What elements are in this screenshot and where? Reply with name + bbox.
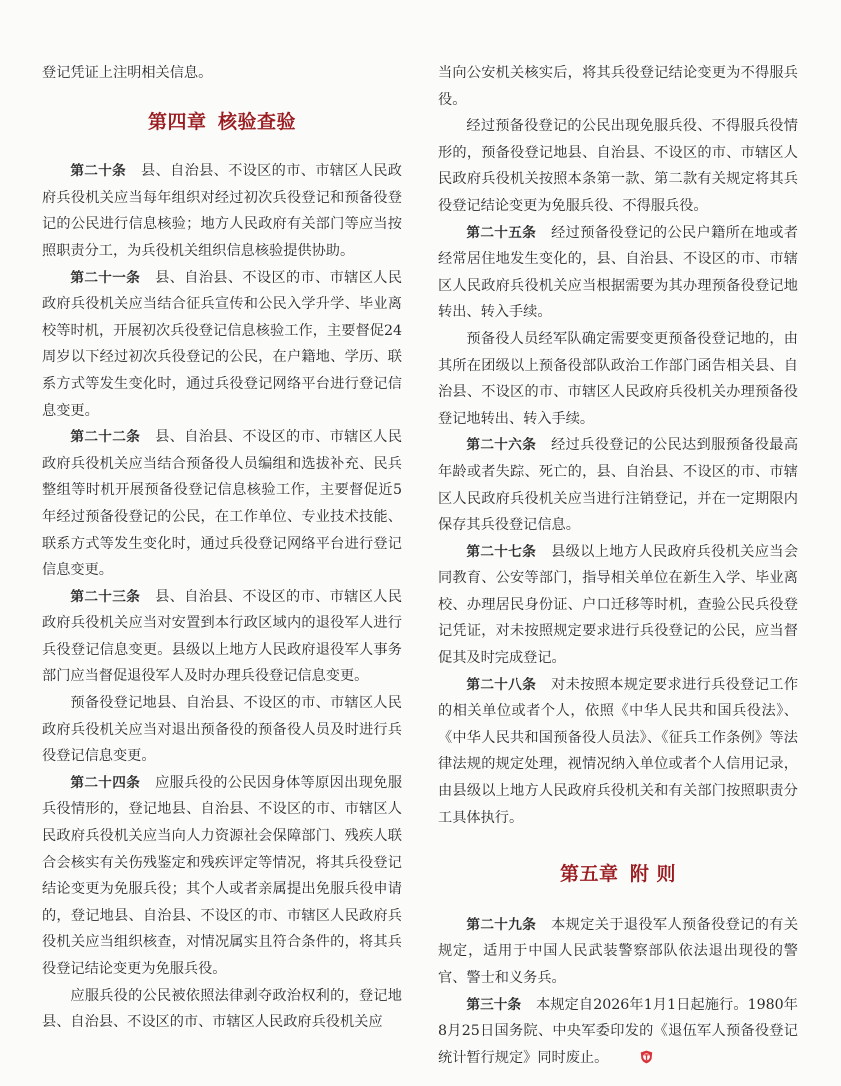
chapter-number: 第四章 <box>148 110 207 133</box>
paragraph-text: 应服兵役的公民被依照法律剥夺政治权利的，登记地县、自治县、不设区的市、市辖区人民政府兵役机关应 <box>42 987 402 1031</box>
article-text: 县、自治县、不设区的市、市辖区人民政府兵役机关应当每年组织对经过初次兵役登记和预备役登记的公民进行信息核验；地方人民政府有关部门等应当按照职责分工，为兵役机关组织信息核验提供协助。 <box>42 163 402 259</box>
article-paragraph <box>42 158 402 264</box>
article-label: 第二十五条 <box>466 224 537 241</box>
chapter-4-heading <box>42 109 402 136</box>
paragraph <box>42 690 402 770</box>
article-text: 县级以上地方人民政府兵役机关应当会同教育、公安等部门，指导相关单位在新生入学、毕业离校、办理居民身份证、户口迁移等时机，查验公民兵役登记凭证，对未按照规定要求进行兵役登记的公民，应当督促其及时完成登记。 <box>438 543 799 667</box>
article-text: 县、自治县、不设区的市、市辖区人民政府兵役机关应当结合征兵宣传和公民入学升学、毕业离校等时机，开展初次兵役登记信息核验工作，主要督促24周岁以下经过初次兵役登记的公民，在户籍地、学历、联系方式等发生变化时，通过兵役登记网络平台进行登记信息变更。 <box>42 269 403 419</box>
article-label: 第二十六条 <box>466 437 537 454</box>
paragraph <box>438 326 798 432</box>
article-text: 应服兵役的公民因身体等原因出现免服兵役情形的，登记地县、自治县、不设区的市、市辖区人民政府兵役机关应当向人力资源社会保障部门、残疾人联合会核实有关伤残鉴定和残疾评定等情况，将其兵役登记结论变更为免服兵役；其个人或者亲属提出免服兵役申请的，登记地县、自治县、不设区的市、市辖区人民政府兵役机关应当组织核查，对情况属实且符合条件的，将其兵役登记结论变更为免服兵役。 <box>42 774 403 977</box>
article-paragraph <box>42 424 402 584</box>
continuation-text: 登记凭证上注明相关信息。 <box>42 65 213 81</box>
article-paragraph <box>438 672 798 832</box>
article-text: 县、自治县、不设区的市、市辖区人民政府兵役机关应当结合预备役人员编组和选拔补充、民兵整组等时机开展预备役登记信息核验工作，主要督促近5年经过预备役登记的公民，在工作单位、专业技术技能、联系方式等发生变化时，通过兵役登记网络平台进行登记信息变更。 <box>42 429 403 579</box>
paragraph-text: 预备役人员经军队确定需要变更预备役登记地的，由其所在团级以上预备役部队政治工作部门函告相关县、自治县、不设区的市、市辖区人民政府兵役机关办理预备役登记地转出、转入手续。 <box>438 330 798 427</box>
article-paragraph <box>438 432 798 538</box>
left-column <box>42 60 402 1036</box>
paragraph-text: 预备役登记地县、自治县、不设区的市、市辖区人民政府兵役机关应当对退出预备役的预备役人员及时进行兵役登记信息变更。 <box>42 695 402 765</box>
article-label: 第二十九条 <box>466 916 537 933</box>
article-text: 本规定自2026年1月1日起施行。1980年8月25日国务院、中央军委印发的《退伍军人预备役登记统计暂行规定》同时废止。 <box>438 996 798 1066</box>
article-label: 第二十四条 <box>70 774 141 791</box>
paragraph <box>42 983 402 1036</box>
article-label: 第二十七条 <box>466 543 537 560</box>
chapter-title: 核验查验 <box>217 110 296 133</box>
article-paragraph <box>42 770 402 983</box>
article-text: 经过兵役登记的公民达到服预备役最高年龄或者失踪、死亡的，县、自治县、不设区的市、市辖区人民政府兵役机关应当进行注销登记，并在一定期限内保存其兵役登记信息。 <box>438 437 799 534</box>
article-label: 第二十二条 <box>70 429 141 446</box>
article-label: 第二十八条 <box>466 676 537 693</box>
shield-end-mark-icon <box>611 1047 624 1061</box>
chapter-number: 第五章 <box>559 863 619 886</box>
article-paragraph <box>42 265 402 425</box>
chapter-5-heading <box>438 861 798 888</box>
article-text: 县、自治县、不设区的市、市辖区人民政府兵役机关应当对安置到本行政区域内的退役军人进行兵役登记信息变更。县级以上地方人民政府退役军人事务部门应当督促退役军人及时办理兵役登记信息变更。 <box>42 588 403 685</box>
article-label: 第二十三条 <box>70 588 141 605</box>
paragraph <box>438 113 798 219</box>
article-text: 经过预备役登记的公民户籍所在地或者经常居住地发生变化的，县、自治县、不设区的市、市辖区人民政府兵役机关应当根据需要为其办理预备役登记地转出、转入手续。 <box>438 224 799 321</box>
article-paragraph <box>438 539 798 672</box>
article-paragraph <box>42 584 402 690</box>
article-label: 第三十条 <box>466 996 522 1013</box>
right-column <box>438 60 798 1071</box>
chapter-title: 附 则 <box>629 863 677 886</box>
article-paragraph <box>438 220 798 326</box>
article-text: 本规定关于退役军人预备役登记的有关规定，适用于中国人民武装警察部队依法退出现役的警官、警士和义务兵。 <box>438 916 799 986</box>
article-label: 第二十条 <box>70 163 127 180</box>
article-label: 第二十一条 <box>70 269 141 286</box>
article-text: 对未按照本规定要求进行兵役登记工作的相关单位或者个人，依照《中华人民共和国兵役法》、《中华人民共和国预备役人员法》、《征兵工作条例》等法律法规的规定处理，视情况纳入单位或者个人信用记录，由县级以上地方人民政府兵役机关和有关部门按照职责分工具体执行。 <box>438 676 799 826</box>
article-paragraph <box>438 992 798 1072</box>
paragraph-text: 经过预备役登记的公民出现免服兵役、不得服兵役情形的，预备役登记地县、自治县、不设区的市、市辖区人民政府兵役机关按照本条第一款、第二款有关规定将其兵役登记结论变更为免服兵役、不得服兵役。 <box>438 118 798 214</box>
continuation-text: 当向公安机关核实后，将其兵役登记结论变更为不得服兵役。 <box>438 65 798 108</box>
article-paragraph <box>438 912 798 992</box>
